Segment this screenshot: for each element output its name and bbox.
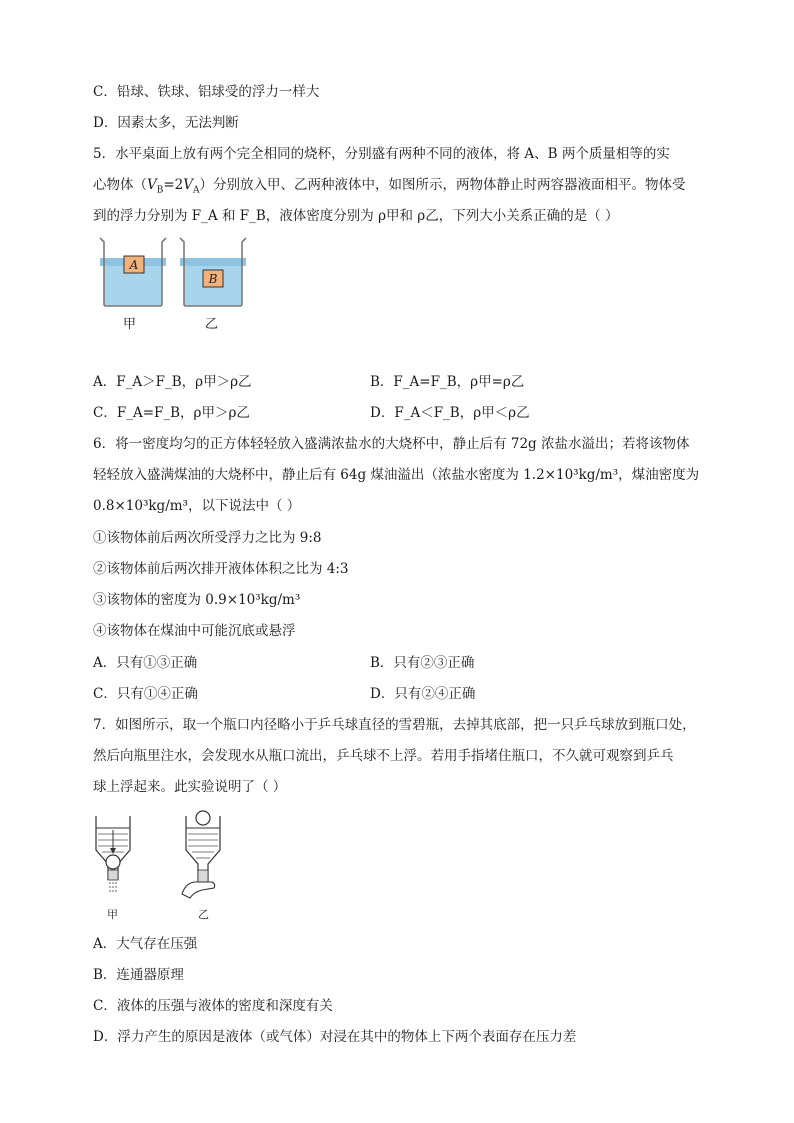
beaker-left [100, 238, 166, 306]
ping-pong-ball-right [196, 811, 210, 825]
q6-option-d: D．只有②④正确 [370, 686, 476, 702]
q7-option-d: D．浮力产生的原因是液体（或气体）对浸在其中的物体上下两个表面存在压力差 [93, 1029, 577, 1045]
bottle-right-label: 乙 [198, 908, 209, 921]
q6-option-b: B．只有②③正确 [370, 655, 475, 671]
prev-option-d: D．因素太多，无法判断 [93, 115, 239, 131]
q5-eq: =2 [163, 177, 184, 193]
finger-hand [182, 882, 215, 898]
q6-statement-4: ④该物体在煤油中可能沉底或悬浮 [93, 623, 296, 639]
bottle-right [182, 811, 220, 898]
q7-stem-line3: 球上浮起来。此实验说明了（ ） [93, 779, 287, 795]
beaker-right [180, 238, 246, 306]
ping-pong-ball-left [106, 855, 120, 869]
q6-statement-1: ①该物体前后两次所受浮力之比为 9:8 [93, 530, 322, 546]
q5-stem-line3: 到的浮力分别为 F_A 和 F_B，液体密度分别为 ρ甲和 ρ乙，下列大小关系正确的是（ ） [93, 208, 619, 224]
q5-option-c: C．F_A=F_B，ρ甲＞ρ乙 [93, 405, 250, 421]
q6-stem-line3: 0.8×10³kg/m³，以下说法中（ ） [93, 498, 301, 514]
q5-stem-line2-a: 心物体（ [93, 177, 147, 193]
q5-option-a: A．F_A＞F_B，ρ甲＞ρ乙 [93, 374, 252, 390]
q5-stem-line2 [93, 175, 686, 201]
q6-option-a: A．只有①③正确 [93, 655, 198, 671]
q5-vb: V [147, 177, 157, 193]
q6-stem-line1: 6．将一密度均匀的正方体轻轻放入盛满浓盐水的大烧杯中，静止后有 72g 浓盐水溢出；若将该物体 [93, 436, 690, 452]
q6-stem-line2: 轻轻放入盛满煤油的大烧杯中，静止后有 64g 煤油溢出（浓盐水密度为 1.2×10³kg/m³，煤油密度为 [93, 467, 700, 483]
prev-option-c: C．铅球、铁球、铝球受的浮力一样大 [93, 84, 320, 100]
q5-option-b: B．F_A=F_B，ρ甲=ρ乙 [370, 374, 525, 390]
q5-va-sub: A [193, 185, 200, 196]
bottle-left [96, 816, 130, 894]
q6-option-c: C．只有①④正确 [93, 686, 198, 702]
q7-stem-line2: 然后向瓶里注水，会发现水从瓶口流出，乒乓球不上浮。若用手指堵住瓶口，不久就可观察到乒乓 [93, 748, 674, 764]
liquid-surface-right [180, 258, 246, 266]
q7-bottles-figure [90, 810, 230, 910]
q5-va: V [183, 177, 194, 193]
q7-option-a: A．大气存在压强 [93, 936, 198, 952]
q7-option-b: B．连通器原理 [93, 967, 184, 983]
q7-option-c: C．液体的压强与液体的密度和深度有关 [93, 998, 333, 1014]
beaker-left-label: 甲 [123, 317, 137, 332]
q6-statement-3: ③该物体的密度为 0.9×10³kg/m³ [93, 592, 301, 608]
q5-option-d: D．F_A＜F_B，ρ甲＜ρ乙 [370, 405, 530, 421]
q5-beakers-figure [96, 236, 256, 312]
q5-vb-sub: B [156, 185, 164, 196]
block-b-label: B [208, 272, 218, 286]
q7-stem-line1: 7．如图所示，取一个瓶口内径略小于乒乓球直径的雪碧瓶，去掉其底部，把一只乒乓球放到瓶口处， [93, 717, 696, 733]
q5-stem-line1: 5．水平桌面上放有两个完全相同的烧杯，分别盛有两种不同的液体，将 A、B 两个质量相等的实 [93, 146, 670, 162]
q6-statement-2: ②该物体前后两次排开液体体积之比为 4:3 [93, 561, 349, 577]
block-a-label: A [129, 258, 139, 272]
q5-stem-line2-b: ）分别放入甲、乙两种液体中，如图所示，两物体静止时两容器液面相平。物体受 [199, 177, 686, 193]
bottle-left-label: 甲 [107, 908, 118, 921]
beaker-right-label: 乙 [205, 317, 219, 332]
